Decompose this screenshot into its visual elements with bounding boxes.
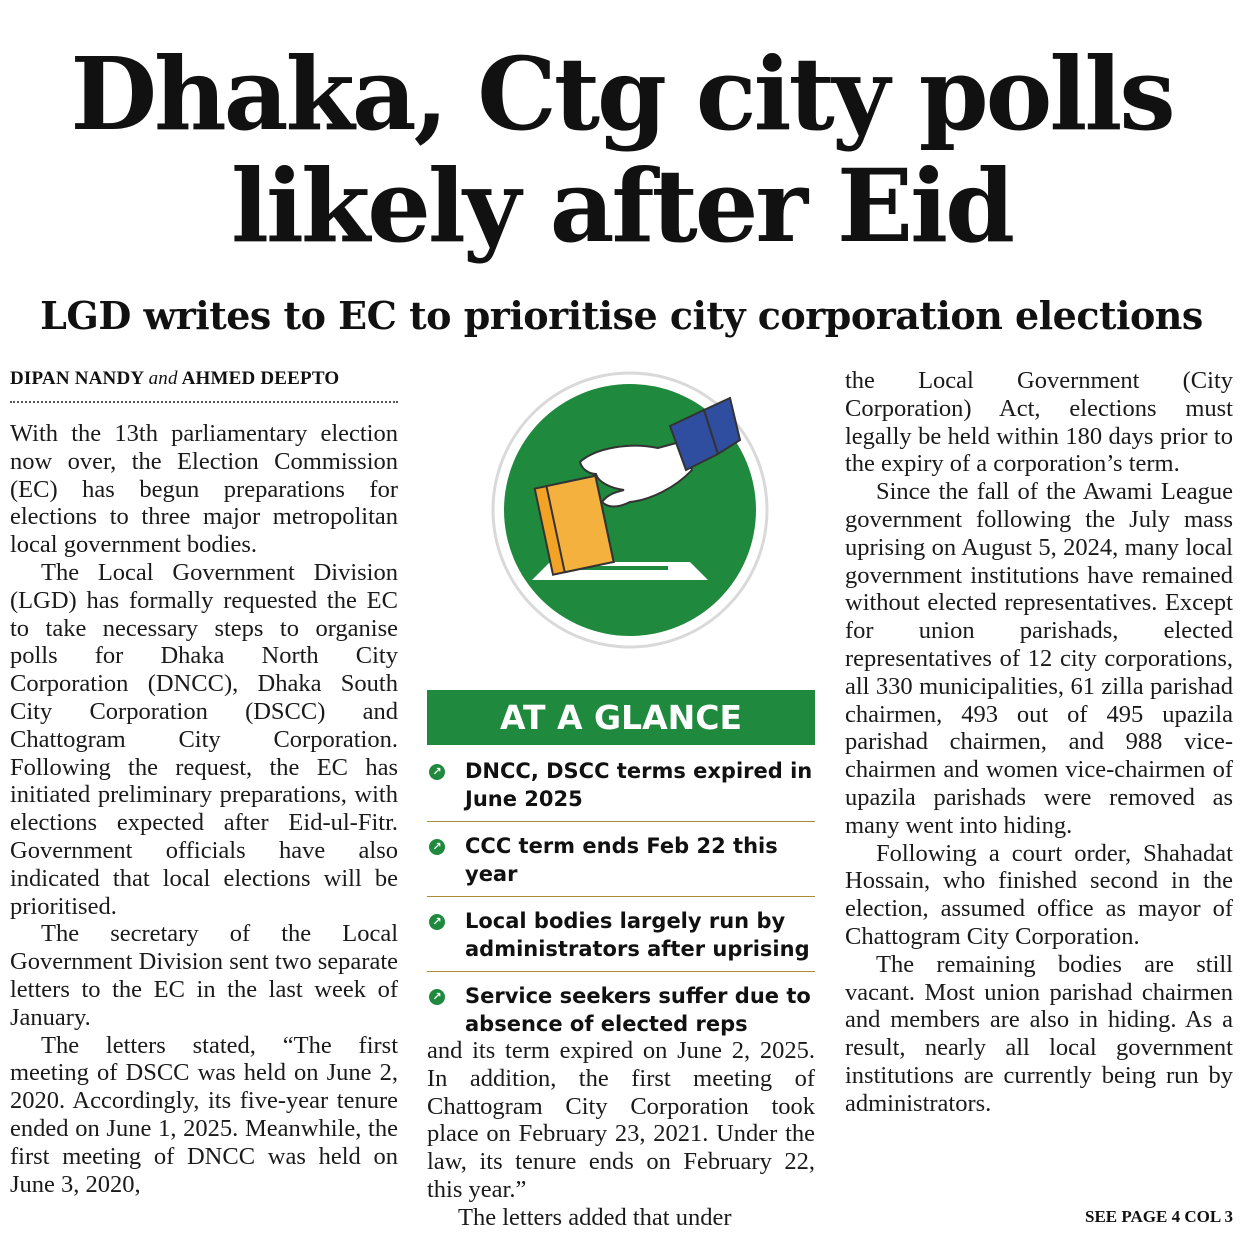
glance-item-text: DNCC, DSCC terms expired in June 2025 bbox=[465, 759, 813, 811]
article-column-1 bbox=[10, 420, 398, 1198]
at-a-glance-list bbox=[427, 757, 815, 1056]
ballot-box-illustration bbox=[490, 370, 770, 650]
arrow-circle-icon: ↗ bbox=[429, 914, 445, 930]
arrow-circle-icon: ↗ bbox=[429, 989, 445, 1005]
byline-conjunction: and bbox=[148, 368, 178, 389]
paragraph: The Local Government Division (LGD) has formally requested the EC to take necessary steps to organise polls for Dhaka North City Corporation (DNCC), Dhaka South City Corporation (DSCC) and Chattogram City Corporation. Following the request, the EC has initiated preliminary preparations, with elections expected after Eid-ul-Fitr. Government officials have also indicated that local elections will be prioritised. bbox=[10, 558, 398, 920]
paragraph: the Local Government (City Corporation) Act, elections must legally be held within 180 days prior to the expiry of a corporation’s term. bbox=[845, 367, 1233, 478]
byline-divider bbox=[10, 401, 398, 403]
byline bbox=[10, 368, 398, 390]
article-column-3 bbox=[845, 367, 1233, 1118]
glance-item-text: Service seekers suffer due to absence of elected reps bbox=[465, 984, 811, 1036]
arrow-circle-icon: ↗ bbox=[429, 839, 445, 855]
byline-author-2: AHMED DEEPTO bbox=[181, 368, 340, 389]
paragraph: Following a court order, Shahadat Hossain, who finished second in the election, assumed office as mayor of Chattogram City Corporation. bbox=[845, 839, 1233, 950]
headline bbox=[0, 35, 1243, 265]
subheadline: LGD writes to EC to prioritise city corporation elections bbox=[40, 293, 1203, 338]
glance-item bbox=[427, 757, 815, 822]
paragraph: With the 13th parliamentary election now over, the Election Commission (EC) has begun preparations for elections to three major metropolitan local government bodies. bbox=[10, 420, 398, 559]
glance-item bbox=[427, 907, 815, 972]
glance-item-text: Local bodies largely run by administrators after uprising bbox=[465, 909, 810, 961]
paragraph: Since the fall of the Awami League government following the July mass uprising on August 5, 2024, many local government institutions have remained without elected representatives. Except for union parishads, elected representatives of 12 city corporations, all 330 municipalities, 61 zilla parishad chairmen, 493 out of 495 upazila parishad chairmen, and 988 vice-chairmen and women vice-chairmen of upazila parishads were removed as many went into hiding. bbox=[845, 478, 1233, 839]
continuation-note: SEE PAGE 4 COL 3 bbox=[1085, 1207, 1233, 1226]
article-column-2 bbox=[427, 1037, 815, 1232]
paragraph: The remaining bodies are still vacant. Most union parishad chairmen and members are also in hiding. As a result, nearly all local government institutions are currently being run by administrators. bbox=[845, 950, 1233, 1117]
glance-item bbox=[427, 832, 815, 897]
byline-author-1: DIPAN NANDY bbox=[10, 368, 144, 389]
headline-line-2: likely after Eid bbox=[230, 147, 1013, 265]
arrow-circle-icon: ↗ bbox=[429, 764, 445, 780]
paragraph: The letters added that under bbox=[458, 1203, 732, 1231]
glance-item-text: CCC term ends Feb 22 this year bbox=[465, 834, 778, 886]
at-a-glance-header: AT A GLANCE bbox=[427, 690, 815, 745]
paragraph: The secretary of the Local Government Division sent two separate letters to the EC in the last week of January. bbox=[10, 920, 398, 1031]
paragraph: The letters stated, “The first meeting of DSCC was held on June 2, 2020. Accordingly, its five-year tenure ended on June 1, 2025. Meanwhile, the first meeting of DNCC was held on June 3, 2020, bbox=[10, 1031, 398, 1198]
headline-line-1: Dhaka, Ctg city polls bbox=[70, 35, 1173, 153]
paragraph: and its term expired on June 2, 2025. In addition, the first meeting of Chattogram City Corporation took place on February 23, 2021. Under the law, its tenure ends on February 22, this year.” bbox=[427, 1037, 815, 1203]
